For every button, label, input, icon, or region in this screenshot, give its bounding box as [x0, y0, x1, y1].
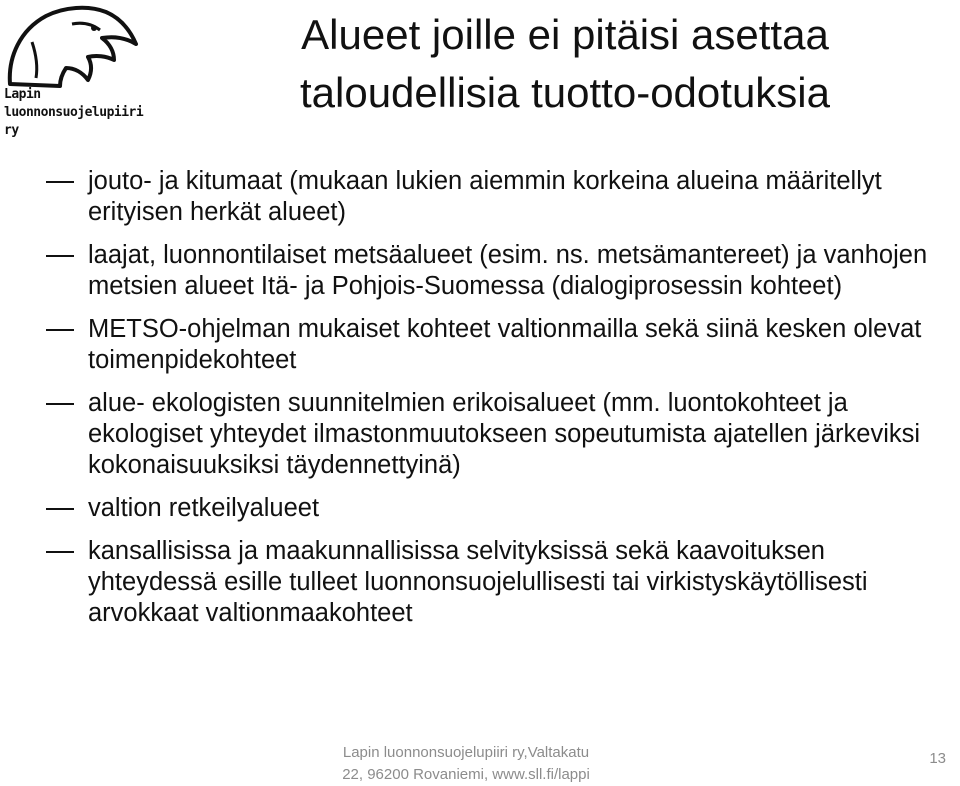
logo-text-line2: luonnonsuojelupiiri ry: [4, 105, 144, 138]
slide-footer: [296, 742, 636, 786]
eagle-head-icon: [2, 2, 142, 92]
bullet-item: [46, 493, 960, 524]
dash-bullet-icon: [46, 255, 74, 257]
page-number: 13: [929, 750, 946, 767]
dash-bullet-icon: [46, 329, 74, 331]
organization-logo: [2, 2, 144, 138]
bullet-item: [46, 536, 960, 629]
slide-title-line2: taloudellisia tuotto-odotuksia: [299, 69, 830, 116]
bullet-text: laajat, luonnontilaiset metsäalueet (esim. ns. metsämantereet) ja vanhojen metsien alueet Itä- ja Pohjois-Suomessa (dialogiprosessin kohteet): [88, 241, 928, 300]
bullet-text: jouto- ja kitumaat (mukaan lukien aiemmin korkeina alueina määritellyt erityisen herkät alueet): [88, 167, 882, 226]
bullet-item: [46, 166, 960, 228]
dash-bullet-icon: [46, 181, 74, 183]
slide-title-line1: Alueet joille ei pitäisi asettaa: [301, 11, 829, 58]
bullet-text: alue- ekologisten suunnitelmien erikoisalueet (mm. luontokohteet ja ekologiset yhteydet ilmastonmuutokseen sopeutumista ajatellen järkeviksi kokonaisuuksiksi täydennettyinä): [88, 389, 921, 479]
bullet-text: METSO-ohjelman mukaiset kohteet valtionmailla sekä siinä kesken olevat toimenpidekohteet: [88, 315, 922, 374]
bullet-text: kansallisissa ja maakunnallisissa selvityksissä sekä kaavoituksen yhteydessä esille tulleet luonnonsuojelullisesti tai virkistyskäytöllisesti arvokkaat valtionmaakohteet: [88, 537, 868, 627]
footer-line1: Lapin luonnonsuojelupiiri ry,Valtakatu: [342, 744, 590, 761]
dash-bullet-icon: [46, 403, 74, 405]
bullet-item: [46, 388, 960, 481]
dash-bullet-icon: [46, 508, 74, 510]
bullet-item: [46, 314, 960, 376]
dash-bullet-icon: [46, 551, 74, 553]
slide-title: [180, 6, 950, 122]
bullet-list: [46, 166, 960, 641]
logo-text-line1: Lapin: [4, 87, 41, 102]
footer-line2: 22, 96200 Rovaniemi, www.sll.fi/lappi: [342, 766, 590, 783]
bullet-item: [46, 240, 960, 302]
bullet-text: valtion retkeilyalueet: [88, 494, 320, 522]
